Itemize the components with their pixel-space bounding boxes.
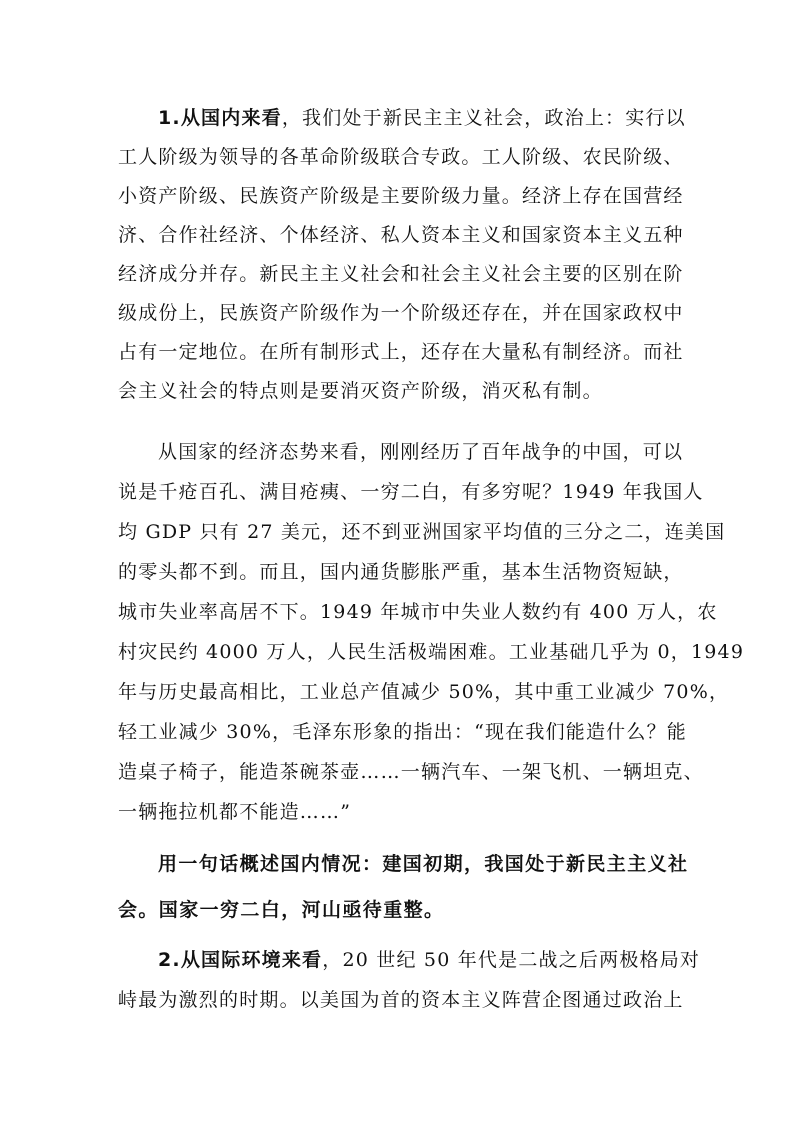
section1-line-6: 级成份上，民族资产阶级作为一个阶级还存在，并在国家政权中 bbox=[118, 302, 684, 324]
para2-line-8: 轻工业减少 30%，毛泽东形象的指出：“现在我们能造什么？能 bbox=[118, 721, 687, 743]
para2-line-6: 村灾民约 4000 万人，人民生活极端困难。工业基础几乎为 0，1949 bbox=[118, 641, 745, 663]
section2-text: ，20 世纪 50 年代是二战之后两极格局对 bbox=[322, 949, 701, 971]
section1-text: ，我们处于新民主主义社会，政治上：实行以 bbox=[281, 107, 686, 129]
para2-line-10: 一辆拖拉机都不能造……” bbox=[118, 801, 352, 823]
section1-line-7: 占有一定地位。在所有制形式上，还存在大量私有制经济。而社 bbox=[118, 341, 684, 363]
para2-line-4: 的零头都不到。而且，国内通货膨胀严重，基本生活物资短缺， bbox=[118, 561, 684, 583]
section2-heading: 2.从国际环境来看 bbox=[158, 949, 323, 971]
section1-line-3: 小资产阶级、民族资产阶级是主要阶级力量。经济上存在国营经 bbox=[118, 185, 684, 207]
section1-line-2: 工人阶级为领导的各革命阶级联合专政。工人阶级、农民阶级、 bbox=[118, 146, 684, 168]
section1-line-1 bbox=[158, 98, 686, 138]
para2-line-2: 说是千疮百孔、满目疮痍、一穷二白，有多穷呢？1949 年我国人 bbox=[118, 481, 704, 503]
section2-line-1 bbox=[158, 940, 700, 980]
para2-line-9: 造桌子椅子，能造茶碗茶壶……一辆汽车、一架飞机、一辆坦克、 bbox=[118, 761, 704, 783]
para2-line-5: 城市失业率高居不下。1949 年城市中失业人数约有 400 万人，农 bbox=[118, 601, 718, 623]
section1-line-8: 会主义社会的特点则是要消灭资产阶级，消灭私有制。 bbox=[118, 380, 603, 402]
section2-line-2: 峙最为激烈的时期。以美国为首的资本主义阵营企图通过政治上 bbox=[118, 989, 684, 1011]
para2-line-1: 从国家的经济态势来看，刚刚经历了百年战争的中国，可以 bbox=[158, 441, 684, 463]
section1-heading: 1.从国内来看 bbox=[158, 107, 282, 129]
para2-line-3: 均 GDP 只有 27 美元，还不到亚洲国家平均值的三分之二，连美国 bbox=[118, 521, 726, 543]
section1-line-4: 济、合作社经济、个体经济、私人资本主义和国家资本主义五种 bbox=[118, 224, 684, 246]
summary-line-2: 会。国家一穷二白，河山亟待重整。 bbox=[118, 899, 445, 921]
para2-line-7: 年与历史最高相比，工业总产值减少 50%，其中重工业减少 70%， bbox=[118, 681, 730, 703]
summary-line-1: 用一句话概述国内情况：建国初期，我国处于新民主主义社 bbox=[158, 853, 689, 875]
section1-line-5: 经济成分并存。新民主主义社会和社会主义社会主要的区别在阶 bbox=[118, 263, 684, 285]
